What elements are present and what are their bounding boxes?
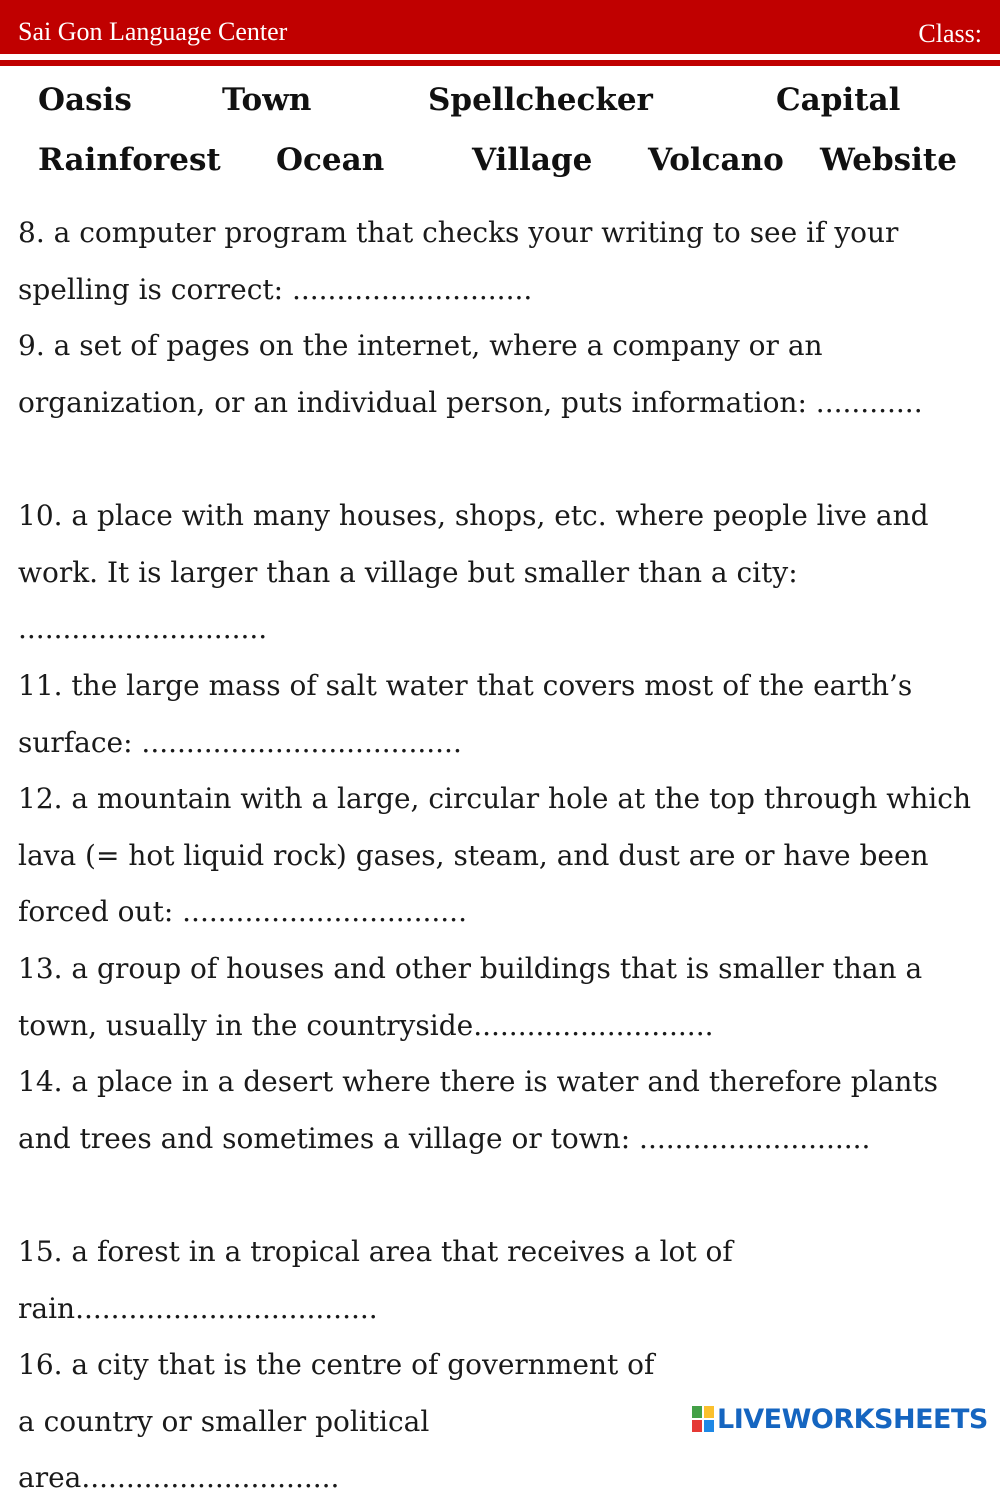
question-9: 9. a set of pages on the internet, where a company or an organization, or an individual person, puts information: ............ [18,329,923,419]
word-ocean: Ocean [276,142,385,178]
liveworksheets-logo-icon [692,1406,714,1432]
question-15: 15. a forest in a tropical area that receives a lot of rain.................................. [18,1235,733,1325]
word-spellchecker: Spellchecker [428,82,653,118]
word-village: Village [472,142,593,178]
word-volcano: Volcano [648,142,784,178]
question-11: 11. the large mass of salt water that covers most of the earth’s surface: .................................... [18,669,913,759]
question-12: 12. a mountain with a large, circular hole at the top through which lava (= hot liquid rock) gases, steam, and dust are or have been forced out: ................................ [18,782,971,929]
header-bar [0,0,1000,54]
question-13: 13. a group of houses and other buildings that is smaller than a town, usually in the countryside........................... [18,952,923,1042]
word-town: Town [222,82,312,118]
liveworksheets-logo [692,1402,988,1436]
question-14: 14. a place in a desert where there is water and therefore plants and trees and sometimes a village or town: .......................... [18,1065,938,1155]
word-oasis: Oasis [38,82,132,118]
question-16: 16. a city that is the centre of government of a country or smaller political area............................. [18,1348,655,1495]
word-capital: Capital [776,82,901,118]
center-name: Sai Gon Language Center [18,17,288,46]
question-8: 8. a computer program that checks your writing to see if your spelling is correct: ........................... [18,216,899,306]
header-divider [0,60,1000,66]
question-10: 10. a place with many houses, shops, etc. where people live and work. It is larger than a village but smaller than a city: ............................ [18,499,929,646]
class-label: Class: [918,19,982,48]
liveworksheets-wordmark: LIVEWORKSHEETS [717,1403,988,1435]
word-website: Website [820,142,957,178]
word-rainforest: Rainforest [38,142,221,178]
